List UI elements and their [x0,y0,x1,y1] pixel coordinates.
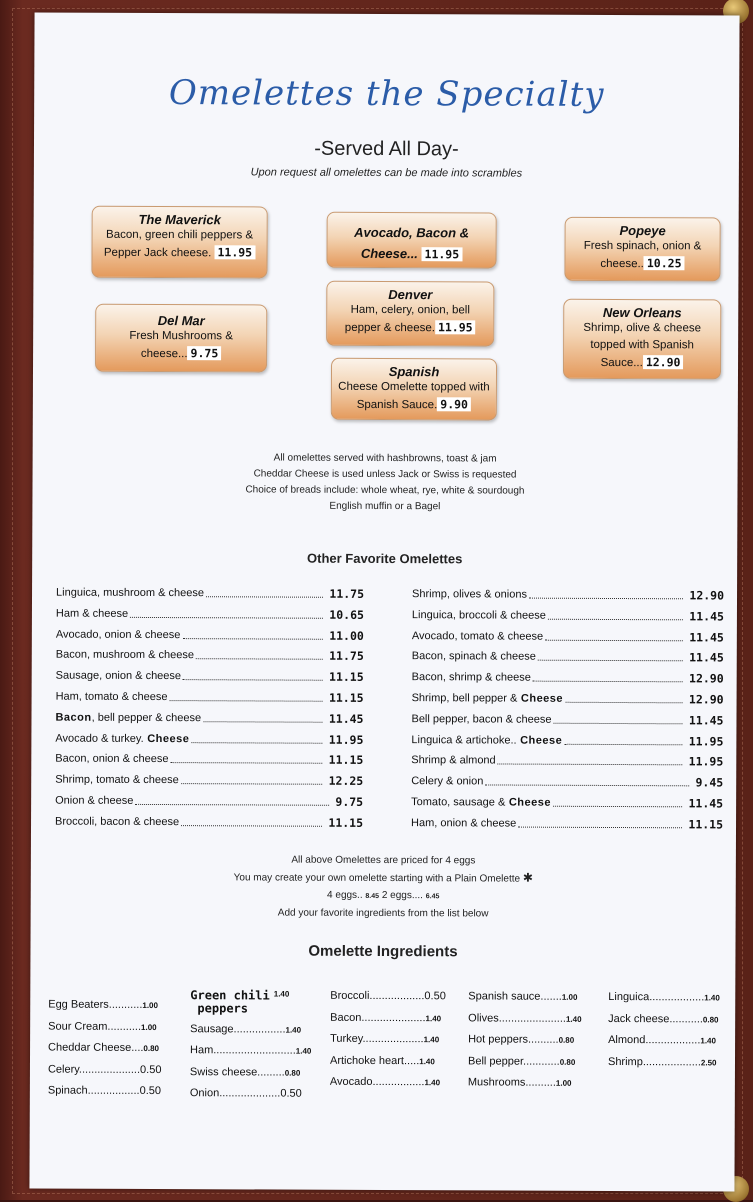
favorite-omelette-row [411,755,723,770]
special-name: New Orleans [602,304,682,321]
favorite-omelette-name: Linguica, mushroom & cheese [56,586,205,600]
favorite-omelette-name: Bacon, bell pepper & cheese [55,711,202,724]
ingredient-price: 1.00 [555,1078,572,1088]
favorite-omelette-row [55,711,363,726]
favorite-omelette-name: Broccoli, bacon & cheese [55,815,180,828]
ingredient-item [330,1054,435,1066]
ingredient-price: 0.50 [140,1063,162,1076]
ingredient-price: 1.40 [700,1036,716,1046]
favorite-omelette-name: Ham, onion & cheese [411,816,517,830]
favorite-omelette-row [55,815,363,830]
favorite-omelette-price: 11.95 [688,754,724,769]
special-price: 9.90 [437,397,471,411]
favorite-omelette-name: Bacon, mushroom & cheese [55,648,194,662]
ingredient-item [608,1034,716,1046]
egg-pricing: 4 eggs.. 8.45 2 eggs.... 6.45 [327,889,440,902]
favorite-omelette-name: Ham, tomato & cheese [55,690,168,704]
special-desc: Cheese Omelette topped with Spanish Sauce. 9.90 [338,380,490,412]
favorite-omelette-row [411,713,723,728]
ingredient-name: Artichoke heart..... [329,1054,420,1067]
favorites-heading: Other Favorite Omelettes [306,550,463,567]
favorite-omelette-row [412,651,724,666]
favorite-omelette-price: 11.15 [329,669,364,685]
favorite-omelette-row [55,774,363,789]
ingredient-price: 1.40 [704,993,720,1003]
favorite-omelette-row [411,817,723,832]
favorite-omelette-price: 11.75 [329,586,365,601]
favorite-omelette-price: 11.45 [689,629,724,645]
favorite-omelette-row [56,649,364,664]
ingredient-name: Jack cheese........... [608,1012,703,1025]
favorite-omelette-name: Celery & onion [411,775,484,788]
favorite-omelette-row [411,796,723,811]
favorite-omelette-price: 12.90 [689,671,724,686]
ingredient-price: 0.80 [143,1043,160,1054]
dot-leader [554,721,683,725]
favorite-omelette-price: 11.15 [328,815,364,830]
special-price: 11.95 [422,247,463,261]
ingredient-name: Ham........................... [190,1044,296,1057]
favorite-omelette-row [411,734,723,749]
omelette-info [32,449,737,516]
favorite-omelette-price: 11.45 [328,711,364,726]
ingredient-name: Olives...................... [468,1011,567,1025]
ingredient-item [190,1066,300,1078]
ingredient-price: 1.40 [273,989,290,999]
favorite-omelette-name: Shrimp, olives & onions [412,588,528,601]
ingredient-price: 2.50 [700,1057,717,1067]
ingredient-price: 0.80 [559,1057,576,1067]
favorite-omelette-name: Sausage, onion & cheese [55,669,182,683]
ingredient-price: 0.80 [284,1068,301,1078]
favorite-omelette-name: Bacon, onion & cheese [55,752,169,766]
favorite-omelette-row [56,628,364,643]
special-desc: Bacon, green chili peppers & Pepper Jack cheese. 11.95 [92,227,266,263]
dot-leader [182,636,323,640]
ingredient-item [190,989,289,1015]
dot-leader [565,700,683,704]
ingredient-name: Avocado................. [329,1075,425,1089]
dot-leader [181,781,323,785]
favorite-omelette-name: Bacon, spinach & cheese [411,650,536,664]
special-popeye [564,217,720,282]
footer-line: All above Omelettes are priced for 4 eggs [291,854,476,867]
dot-leader [553,804,682,808]
ingredient-price: 0.80 [702,1014,719,1024]
scramble-note: Upon request all omelettes can be made into scrambles [250,166,523,180]
favorite-omelette-price: 11.95 [688,733,724,749]
favorite-omelette-price: 9.75 [335,794,364,809]
favorite-omelette-name: Bell pepper, bacon & cheese [411,712,552,726]
special-del-mar [95,304,267,373]
favorite-omelette-price: 11.15 [328,753,364,768]
ingredient-name: Cheddar Cheese.... [48,1041,144,1054]
favorite-omelette-name: Ham & cheese [55,607,129,620]
menu-title: Omelettes the Specialty [168,73,605,115]
special-new-orleans [563,299,721,380]
ingredient-price: 1.40 [295,1046,312,1056]
dot-leader [183,677,323,681]
dot-leader [548,617,683,621]
ingredient-item [330,1011,441,1023]
ingredient-item [190,1023,301,1035]
plain-omelette-info [31,850,736,923]
dot-leader [206,594,323,598]
favorite-omelette-price: 12.90 [688,692,724,707]
ingredient-name: Mushrooms.......... [467,1076,556,1089]
ingredients-heading: Omelette Ingredients [308,942,458,961]
favorite-omelette-name: Shrimp, bell pepper & Cheese [411,692,564,705]
favorite-omelette-price: 12.90 [689,588,725,603]
favorite-omelette-price: 11.00 [329,628,364,643]
menu-subtitle: -Served All Day- [314,137,459,161]
ingredient-price: 1.00 [141,1022,157,1032]
favorite-omelette-price: 9.45 [695,775,724,790]
favorite-omelette-row [56,670,364,685]
info-line: All omelettes served with hashbrowns, toast & jam [273,452,497,465]
ingredient-name: Celery.................... [47,1063,141,1076]
ingredient-item [608,1055,717,1067]
favorite-omelette-price: 11.45 [688,796,724,811]
favorite-omelette-name: Shrimp & almond [411,754,496,767]
ingredient-name: Egg Beaters........... [48,998,143,1011]
dot-leader [135,802,329,806]
ingredient-name: Spinach................. [47,1084,140,1097]
favorite-omelette-row [56,607,364,622]
favorite-omelette-row [56,691,364,706]
favorite-omelette-price: 10.65 [329,607,364,622]
special-price: 10.25 [644,256,685,270]
ingredient-price: 1.40 [285,1025,302,1035]
dot-leader [485,783,689,787]
special-desc: Fresh Mushrooms & cheese... 9.75 [129,329,233,361]
special-name: Spanish [388,364,440,380]
special-price: 11.95 [214,245,255,259]
favorite-omelette-price: 11.45 [688,713,724,728]
special-desc: Shrimp, olive & cheese topped with Spanish Sauce... 12.90 [583,321,702,370]
ingredient-item [48,1063,162,1075]
favorite-omelette-price: 11.45 [689,609,724,624]
ingredient-name: Green chili peppers [190,988,270,1016]
info-line: English muffin or a Bagel [329,500,441,513]
favorite-omelette-name: Linguica, broccoli & cheese [411,608,546,622]
ingredient-item [48,1042,159,1054]
ingredient-item [48,1020,157,1032]
ingredient-name: Bell pepper............ [467,1054,560,1068]
special-desc: Fresh spinach, onion & cheese.. 10.25 [583,239,702,271]
favorite-omelette-row [55,795,363,810]
ingredient-name: Bacon..................... [330,1011,426,1024]
special-name: Del Mar [157,313,205,329]
dot-leader [130,615,323,619]
special-name: Denver [388,287,433,303]
ingredient-item [608,1012,718,1024]
ingredient-name: Shrimp................... [607,1055,701,1068]
favorites-right-column [411,588,728,839]
favorite-omelette-name: Avocado, onion & cheese [55,628,181,641]
special-denver [326,281,494,347]
ingredient-name: Sour Cream........... [48,1020,142,1033]
dot-leader [170,698,323,702]
dot-leader [564,741,682,745]
ingredient-price: 1.00 [142,1000,158,1011]
ingredient-price: 1.40 [424,1078,441,1088]
favorite-omelette-price: 12.25 [328,773,364,789]
menu-page [29,12,739,1191]
favorite-omelette-price: 11.45 [689,650,724,665]
ingredient-price: 1.40 [419,1056,435,1066]
dot-leader [538,658,683,662]
ingredient-price: 0.80 [558,1035,575,1045]
ingredient-price: 0.50 [139,1084,162,1098]
favorite-omelette-name: Avocado, tomato & cheese [411,629,544,643]
ingredient-item [330,990,446,1003]
favorite-omelette-row [412,609,724,624]
favorite-omelette-price: 11.95 [328,732,364,747]
footer-line: You may create your own omelette starting with a Plain Omelette ✱ [233,870,533,885]
ingredient-price: 1.40 [423,1035,440,1045]
dot-leader [533,679,683,683]
dot-leader [203,719,323,723]
special-name: The Maverick [138,211,221,228]
ingredient-name: Linguica.................. [608,990,705,1004]
ingredient-item [48,1085,161,1097]
favorite-omelette-name: Tomato, sausage & Cheese [411,796,552,809]
ingredient-item [190,1044,311,1057]
favorite-omelette-price: 11.75 [329,649,364,664]
favorite-omelette-row [56,587,364,602]
favorite-omelette-row [412,588,724,603]
ingredient-name: Swiss cheese......... [189,1065,285,1079]
favorite-omelette-row [55,732,363,747]
special-name: Avocado, Bacon & Cheese... 11.95 [354,224,470,262]
favorite-omelette-price: 11.15 [328,690,364,705]
favorite-omelette-price: 11.15 [688,817,724,832]
special-spanish [331,358,497,421]
dot-leader [545,637,683,641]
dot-leader [181,823,322,827]
ingredient-item [330,1076,440,1088]
ingredient-item [190,1087,302,1099]
ingredient-name: Almond.................. [608,1033,701,1047]
ingredient-item [468,990,577,1002]
ingredient-price: 1.40 [425,1013,442,1023]
ingredient-item [468,1076,572,1088]
favorite-omelette-row [55,753,363,768]
ingredient-item [468,1012,581,1024]
ingredient-name: Spanish sauce....... [468,990,562,1003]
favorite-omelette-row [411,775,723,790]
favorite-omelette-row [412,692,724,707]
ingredient-name: Onion.................... [189,1087,281,1100]
favorite-omelette-name: Onion & cheese [55,794,134,807]
favorite-omelette-row [412,671,724,686]
ingredients-list [48,989,729,1132]
special-maverick [91,206,267,279]
dot-leader [529,596,683,600]
footer-line: Add your favorite ingredients from the list below [277,907,489,920]
ingredient-item [468,1033,574,1045]
favorite-omelette-name: Shrimp, tomato & cheese [55,773,179,787]
special-price: 12.90 [643,355,684,369]
ingredient-item [330,1033,439,1045]
favorite-omelette-name: Linguica & artichoke.. Cheese [411,733,563,747]
special-price: 11.95 [435,320,476,334]
ingredient-price: 1.00 [561,992,578,1002]
info-line: Choice of breads include: whole wheat, rye, white & sourdough [245,484,525,497]
dot-leader [191,740,322,744]
special-name: Popeye [619,223,666,239]
ingredient-item [48,999,158,1011]
ingredient-item [468,1055,575,1067]
ingredient-price: 0.50 [280,1087,302,1100]
favorite-omelette-row [412,630,724,645]
info-line: Cheddar Cheese is used unless Jack or Swiss is requested [253,468,517,481]
favorite-omelette-name: Bacon, shrimp & cheese [411,671,531,684]
dot-leader [518,824,682,828]
favorites-left-column [55,587,376,838]
favorite-omelette-name: Avocado & turkey. Cheese [55,732,190,745]
dot-leader [170,760,322,764]
ingredient-name: Sausage................. [190,1022,286,1036]
dot-leader [196,657,323,661]
special-price: 9.75 [188,346,222,360]
ingredient-name: Broccoli.................. [330,989,425,1003]
special-avocado-bacon-cheese [326,212,496,269]
ingredient-name: Hot peppers.......... [468,1033,559,1046]
ingredient-item [608,991,720,1003]
ingredient-price: 1.40 [565,1014,582,1024]
ingredient-name: Turkey.................... [330,1032,424,1046]
dot-leader [498,762,683,766]
special-desc: Ham, celery, onion, bell pepper & cheese. 11.95 [327,302,493,338]
ingredient-price: 0.50 [424,990,446,1003]
